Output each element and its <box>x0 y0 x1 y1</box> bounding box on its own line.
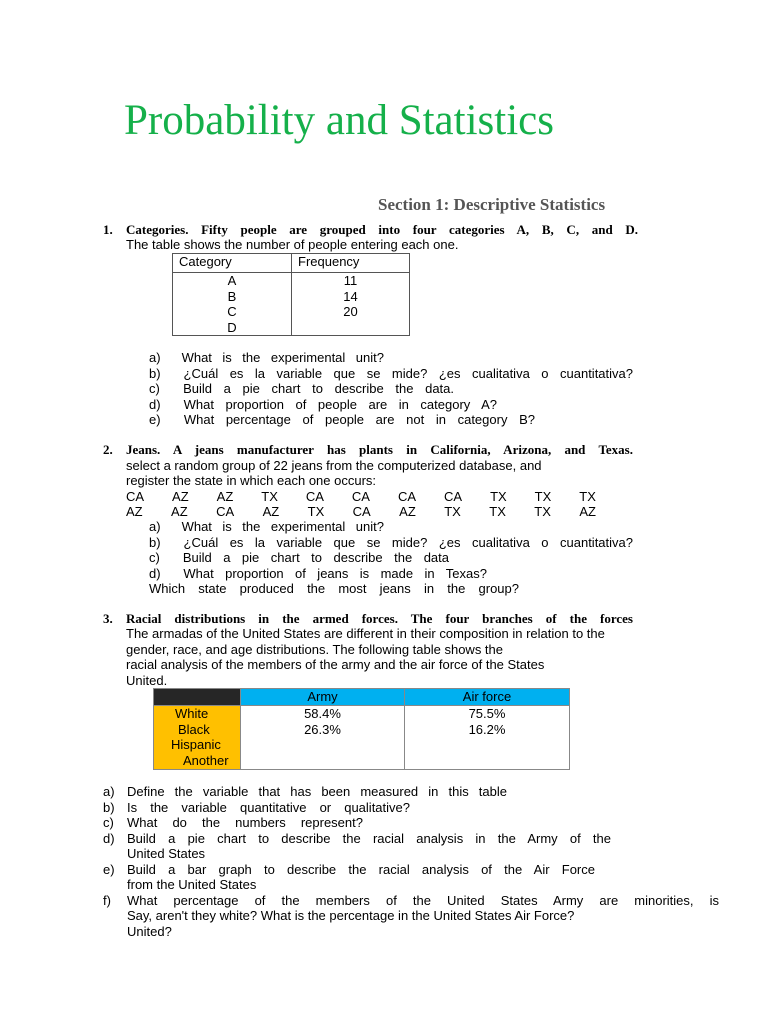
question-2-heading <box>0 442 768 458</box>
table-cell: Black <box>178 721 210 737</box>
item-label: b) <box>103 799 115 815</box>
list-item: b) ¿Cuál es la variable que se mide? ¿es cualitativa o cuantitativa? <box>149 365 633 381</box>
item-label: e) <box>103 861 115 877</box>
question-3-items <box>103 784 723 939</box>
table-cell: C <box>227 304 237 319</box>
list-item: d) What proportion of jeans is made in Texas? <box>149 565 487 581</box>
item-text: What percentage of the members of the United States Army are minorities, is <box>127 892 719 908</box>
question-3-heading <box>0 611 768 627</box>
list-item <box>103 893 723 940</box>
list-item: c) Build a pie chart to describe the data <box>149 550 449 565</box>
item-text: What do the numbers represent? <box>127 815 363 830</box>
item-label: a) <box>103 784 115 799</box>
racial-distribution-table <box>153 688 570 770</box>
question-1-items <box>149 350 633 428</box>
list-item <box>103 784 723 800</box>
item-label: c) <box>103 815 114 830</box>
state-value: TX <box>489 504 506 519</box>
question-1-intro: The table shows the number of people entering each one. <box>126 237 459 252</box>
item-label: f) <box>103 892 111 908</box>
table-cell: B <box>227 288 237 304</box>
question-2-intro-line-2: register the state in which each one occurs: <box>126 473 377 488</box>
list-item <box>103 800 723 816</box>
state-value: TX <box>534 504 551 519</box>
question-3-intro <box>126 626 605 688</box>
table-cell: Hispanic <box>171 737 221 752</box>
table-cell: 11 <box>343 273 358 288</box>
question-number: 1. <box>103 222 113 237</box>
state-value: TX <box>261 489 278 504</box>
table-header-army: Army <box>241 689 405 706</box>
state-row-1 <box>126 489 596 505</box>
state-value: TX <box>490 489 507 504</box>
table-header-frequency: Frequency <box>292 254 410 273</box>
item-text: Build a pie chart to describe the racial analysis in the Army of the <box>127 830 611 846</box>
question-title: Categories. Fifty people are grouped into four categories A, B, C, and D. <box>126 222 638 237</box>
intro-line: racial analysis of the members of the army and the air force of the States <box>126 657 545 672</box>
table-cell-frequencies <box>292 273 410 336</box>
question-2-items <box>149 519 633 597</box>
question-number: 2. <box>103 442 113 457</box>
section-heading: Section 1: Descriptive Statistics <box>378 195 606 214</box>
table-cell-army-values <box>241 706 405 770</box>
state-value: AZ <box>171 504 188 519</box>
state-value: AZ <box>399 504 416 519</box>
list-item: a) What is the experimental unit? <box>149 519 384 534</box>
state-value: TX <box>307 504 325 519</box>
table-header-category: Category <box>173 254 292 273</box>
table-cell: 75.5% <box>468 706 506 721</box>
item-text: Build a bar graph to describe the racial analysis of the Air Force <box>127 861 595 877</box>
list-item <box>103 815 723 831</box>
state-value: AZ <box>172 489 189 504</box>
state-value: AZ <box>579 504 596 519</box>
list-item: a) What is the experimental unit? <box>149 350 384 365</box>
table-header-air-force: Air force <box>405 689 570 706</box>
table-cell: 20 <box>343 304 358 319</box>
state-value: CA <box>305 489 324 504</box>
table-cell-airforce-values <box>405 706 570 770</box>
list-item <box>103 862 723 893</box>
table-cell: 58.4% <box>304 706 341 721</box>
table-cell: A <box>227 273 237 288</box>
state-value: TX <box>444 504 461 519</box>
item-text: United? <box>127 923 172 939</box>
list-item: e) What percentage of people are not in category B? <box>149 412 535 427</box>
state-value: AZ <box>262 504 280 519</box>
table-cell: D <box>227 319 237 335</box>
state-value: TX <box>579 489 596 504</box>
state-value: CA <box>397 489 417 504</box>
table-cell: 26.3% <box>304 721 341 737</box>
question-2-intro-line-1: select a random group of 22 jeans from the computerized database, and <box>126 458 542 473</box>
state-value: CA <box>126 489 145 504</box>
page-title: Probability and Statistics <box>124 97 554 144</box>
state-value: TX <box>534 489 552 504</box>
intro-line: United. <box>126 672 168 688</box>
table-cell: 16.2% <box>468 721 506 737</box>
table-cell: White <box>175 706 209 721</box>
category-frequency-table <box>172 253 410 336</box>
state-row-2 <box>126 504 596 520</box>
item-text: from the United States <box>127 877 257 892</box>
item-text: Is the variable quantitative or qualitative? <box>127 799 410 815</box>
question-number: 3. <box>103 611 113 626</box>
table-cell: Another <box>183 752 229 768</box>
intro-line: gender, race, and age distributions. The following table shows the <box>126 641 503 657</box>
state-value: CA <box>216 504 235 519</box>
question-title: Racial distributions in the armed forces. The four branches of the forces <box>126 611 633 626</box>
list-item: d) What proportion of people are in category A? <box>149 396 497 412</box>
intro-line: The armadas of the United States are different in their composition in relation to the <box>126 626 605 641</box>
question-title: Jeans. A jeans manufacturer has plants in California, Arizona, and Texas. <box>126 442 633 457</box>
item-text: Say, aren't they white? What is the percentage in the United States Air Force? <box>127 908 575 923</box>
table-header-corner <box>154 689 241 706</box>
table-cell-races <box>154 706 241 770</box>
state-value: CA <box>444 489 463 504</box>
list-item: Which state produced the most jeans in the group? <box>149 581 519 596</box>
list-item <box>103 831 723 862</box>
table-cell: 14 <box>343 288 358 304</box>
state-value: AZ <box>126 504 143 519</box>
state-value: CA <box>351 489 370 504</box>
item-text: Define the variable that has been measured in this table <box>127 784 507 799</box>
item-text: United States <box>127 846 206 861</box>
state-value: CA <box>352 504 371 519</box>
item-label: d) <box>103 830 115 846</box>
list-item: b) ¿Cuál es la variable que se mide? ¿es cualitativa o cuantitativa? <box>149 534 633 550</box>
table-cell-categories <box>173 273 292 336</box>
list-item: c) Build a pie chart to describe the data. <box>149 381 454 396</box>
question-1-heading <box>0 222 768 238</box>
state-value: AZ <box>216 489 234 504</box>
